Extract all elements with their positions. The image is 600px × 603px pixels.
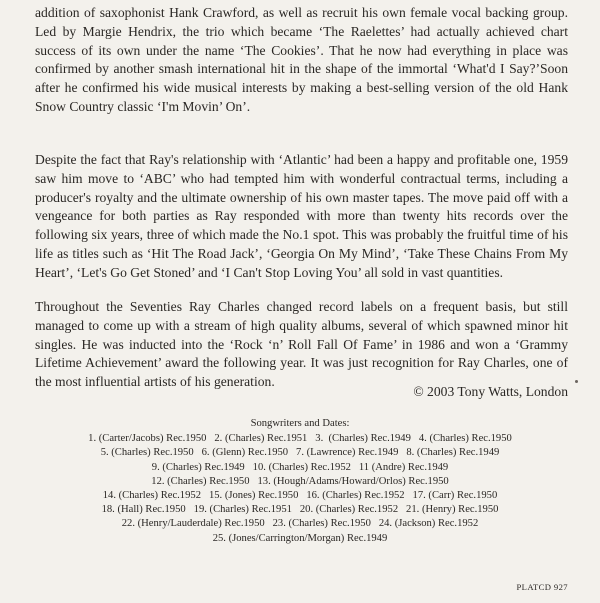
print-speck <box>575 380 578 383</box>
songwriters-line: 18. (Hall) Rec.1950 19. (Charles) Rec.1951 20. (Charles) Rec.1952 21. (Henry) Rec.1950 <box>101 504 499 516</box>
body-paragraph-1: addition of saxophonist Hank Crawford, as well as recruit his own female vocal backing group. Led by Margie Hendrix, the trio which became ‘The Raelettes’ had actually achieved chart success of its own under the name ‘The Cookies’. That he now had everything in place was confirmed by another smash international hit in the shape of the immortal ‘What'd I Say?’Soon after he confirmed his wide musical interests by making a best-selling version of the old Hank Snow Country classic ‘I'm Movin’ On’. <box>35 5 568 114</box>
songwriters-line: 12. (Charles) Rec.1950 13. (Hough/Adams/Howard/Orlos) Rec.1950 <box>151 475 449 487</box>
songwriters-line: 1. (Carter/Jacobs) Rec.1950 2. (Charles) Rec.1951 3. (Charles) Rec.1949 4. (Charles) Rec.1950 <box>88 433 512 445</box>
songwriters-line: 22. (Henry/Lauderdale) Rec.1950 23. (Charles) Rec.1950 24. (Jackson) Rec.1952 <box>121 518 479 530</box>
songwriters-line: 25. (Jones/Carrington/Morgan) Rec.1949 <box>212 532 388 544</box>
songwriters-line: 14. (Charles) Rec.1952 15. (Jones) Rec.1950 16. (Charles) Rec.1952 17. (Carr) Rec.1950 <box>102 490 498 502</box>
body-paragraph-3: Throughout the Seventies Ray Charles changed record labels on a frequent basis, but still managed to come up with a stream of high quality albums, several of which spawned minor hit singles. He was inducted into the ‘Rock ‘n’ Roll Fall Of Fame’ in 1986 and won a ‘Grammy Lifetime Achievement’ award the following year. It was just recognition for Ray Charles, one of the most influential artists of his generation. <box>35 299 568 390</box>
songwriters-line: 5. (Charles) Rec.1950 6. (Glenn) Rec.1950 7. (Lawrence) Rec.1949 8. (Charles) Rec.1949 <box>100 447 500 459</box>
songwriters-line: 9. (Charles) Rec.1949 10. (Charles) Rec.1952 11 (Andre) Rec.1949 <box>151 461 449 473</box>
songwriters-list <box>0 417 600 546</box>
author-credit: © 2003 Tony Watts, London <box>413 384 568 399</box>
songwriters-title: Songwriters and Dates: <box>250 418 350 429</box>
body-paragraph-2: Despite the fact that Ray's relationship with ‘Atlantic’ had been a happy and profitable one, 1959 saw him move to ‘ABC’ who had tempted him with wonderful contractual terms, including a producer's royalty and the ultimate ownership of his own master tapes. The move paid off with a vengeance for both parties as Ray responded with more than twenty hits records over the following six years, three of which made the No.1 spot. This was probably the fruitful time of his life as titles such as ‘Hit The Road Jack’, ‘Georgia On My Mind’, ‘Take These Chains From My Heart’, ‘Let's Go Get Stoned’ and ‘I Can't Stop Loving You’ all sold in vast quantities. <box>35 152 568 280</box>
catalog-number: PLATCD 927 <box>516 582 568 592</box>
